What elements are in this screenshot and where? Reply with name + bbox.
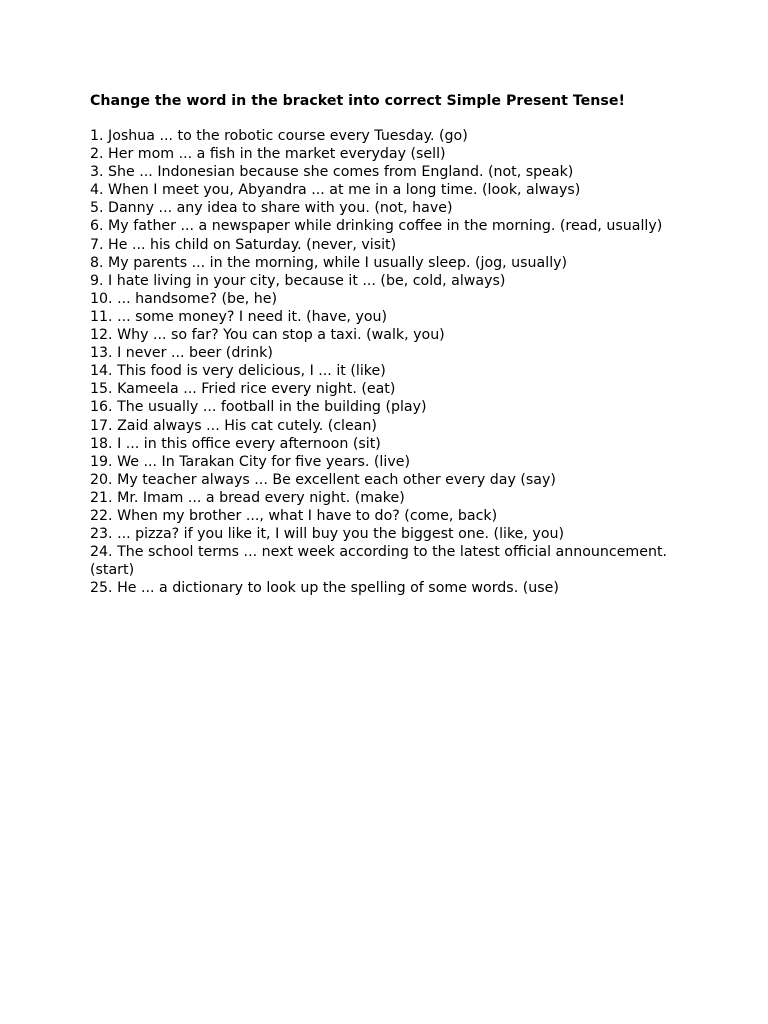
exercise-item-16: 16. The usually ... football in the building (play) xyxy=(90,399,427,416)
exercise-item-22: 22. When my brother ..., what I have to do? (come, back) xyxy=(90,507,498,524)
spacer xyxy=(90,111,680,127)
exercise-item-1: 1. Joshua ... to the robotic course every Tuesday. (go) xyxy=(90,128,468,144)
exercise-item-6: 6. My father ... a newspaper while drinking coffee in the morning. (read, usually) xyxy=(90,218,663,235)
exercise-item-10: 10. ... handsome? (be, he) xyxy=(90,290,278,307)
exercise-item-11: 11. ... some money? I need it. (have, you) xyxy=(90,308,388,325)
exercise-item-8: 8. My parents ... in the morning, while I usually sleep. (jog, usually) xyxy=(90,254,568,271)
exercise-item-9: 9. I hate living in your city, because it ... (be, cold, always) xyxy=(90,272,506,289)
exercise-item-14: 14. This food is very delicious, I ... it (like) xyxy=(90,363,386,380)
exercise-item-24: 24. The school terms ... next week according to the latest official announcement. (start) xyxy=(90,544,668,579)
exercise-item-2: 2. Her mom ... a fish in the market everyday (sell) xyxy=(90,146,446,163)
exercise-item-18: 18. I ... in this office every afternoon (sit) xyxy=(90,435,381,452)
exercise-item-13: 13. I never ... beer (drink) xyxy=(90,345,273,362)
exercise-item-17: 17. Zaid always ... His cat cutely. (clean) xyxy=(90,417,377,434)
exercise-item-12: 12. Why ... so far? You can stop a taxi. (walk, you) xyxy=(90,327,445,344)
document-title: Change the word in the bracket into correct Simple Present Tense! xyxy=(90,93,625,109)
exercise-item-5: 5. Danny ... any idea to share with you. (not, have) xyxy=(90,200,453,217)
exercise-item-19: 19. We ... In Tarakan City for five years. (live) xyxy=(90,453,410,470)
document-page xyxy=(90,91,680,597)
exercise-item-3: 3. She ... Indonesian because she comes from England. (not, speak) xyxy=(90,164,574,181)
exercise-item-25: 25. He ... a dictionary to look up the spelling of some words. (use) xyxy=(90,580,559,597)
exercise-item-7: 7. He ... his child on Saturday. (never, visit) xyxy=(90,236,397,253)
exercise-list xyxy=(90,127,680,597)
exercise-item-23: 23. ... pizza? if you like it, I will buy you the biggest one. (like, you) xyxy=(90,526,565,543)
exercise-item-20: 20. My teacher always ... Be excellent each other every day (say) xyxy=(90,471,556,488)
exercise-item-21: 21. Mr. Imam ... a bread every night. (make) xyxy=(90,489,405,506)
exercise-item-15: 15. Kameela ... Fried rice every night. (eat) xyxy=(90,381,396,398)
exercise-item-4: 4. When I meet you, Abyandra ... at me in a long time. (look, always) xyxy=(90,182,581,199)
